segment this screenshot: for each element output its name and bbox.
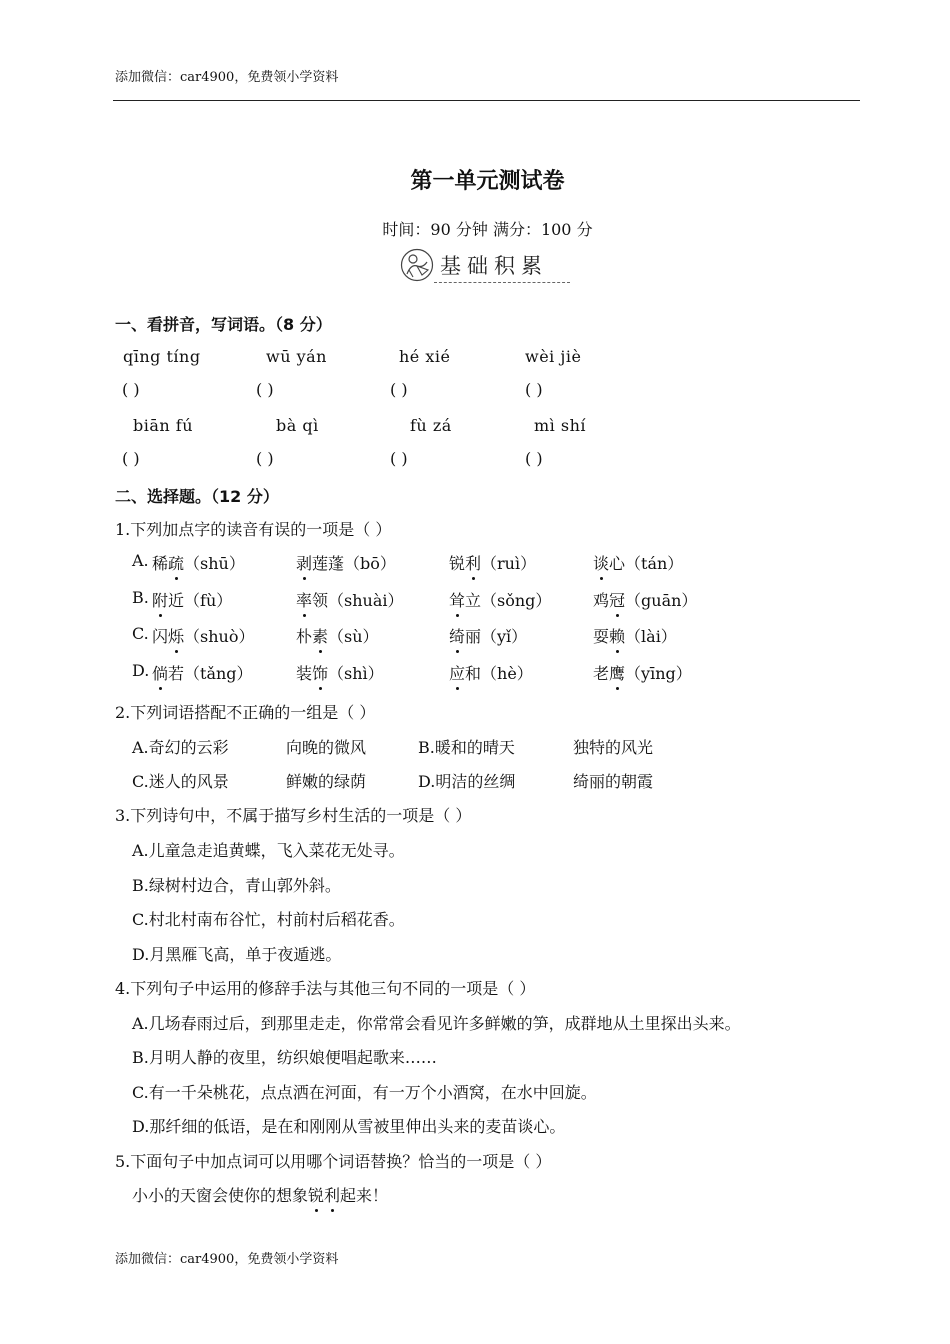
pinyin-8: mì shí	[534, 416, 587, 435]
q4-option-b[interactable]: B.月明人静的夜里，纺织娘便唱起歌来……	[132, 1048, 437, 1067]
badge-underline	[434, 282, 570, 283]
q4-option-d[interactable]: D.那纤细的低语，是在和刚刚从雪被里伸出头来的麦苗谈心。	[132, 1117, 566, 1136]
q1-option-word	[296, 588, 404, 611]
section1-heading: 一、看拼音，写词语。（8 分）	[115, 315, 332, 334]
pinyin-3: hé xié	[399, 347, 451, 366]
answer-blank-3[interactable]: ( )	[390, 380, 408, 399]
q1-option-word	[296, 551, 396, 574]
q3-option-d[interactable]: D.月黑雁飞高，单于夜遁逃。	[132, 945, 342, 964]
reading-child-icon	[400, 248, 434, 282]
dotted-char: 利	[465, 551, 481, 574]
q4-option-c[interactable]: C.有一千朵桃花，点点洒在河面，有一万个小酒窝，在水中回旋。	[132, 1083, 597, 1102]
page-title: 第一单元测试卷	[410, 169, 565, 194]
q1-option-label[interactable]: C.	[132, 624, 149, 643]
word-post: （shū）	[184, 554, 245, 573]
pinyin-6: bà qì	[276, 416, 319, 435]
q1-option-word	[449, 588, 551, 611]
dotted-char: 利	[324, 1183, 340, 1206]
q3-option-a[interactable]: A.儿童急走追黄蝶，飞入菜花无处寻。	[132, 841, 405, 860]
answer-blank-4[interactable]: ( )	[525, 380, 543, 399]
word-post: 若（tǎng）	[168, 664, 253, 683]
pinyin-4: wèi jiè	[525, 347, 582, 366]
word-pre: 稀	[152, 554, 169, 573]
answer-blank-7[interactable]: ( )	[390, 449, 408, 468]
q1-option-word	[593, 588, 697, 611]
dotted-char: 赖	[609, 624, 625, 647]
exam-info: 时间：90 分钟 满分：100 分	[382, 220, 593, 239]
q1-option-word	[449, 661, 533, 684]
word-post: （guān）	[625, 591, 698, 610]
pinyin-1: qīng tíng	[123, 347, 201, 366]
q2-option[interactable]: B.暖和的晴天	[418, 738, 515, 757]
q1-option-label[interactable]: B.	[132, 588, 149, 607]
page-header: 添加微信：car4900，免费领小学资料	[115, 70, 339, 85]
q5-sentence-pre: 小小的天窗会使你的想象	[132, 1186, 309, 1205]
q2-option[interactable]: D.明洁的丝绸	[418, 772, 516, 791]
word-post: 立（sǒng）	[465, 591, 552, 610]
q1-option-word	[296, 624, 379, 647]
word-post: （sù）	[328, 627, 379, 646]
q1-option-word	[593, 551, 683, 574]
q1-option-label[interactable]: D.	[132, 661, 150, 680]
q3-stem: 3.下列诗句中，不属于描写乡村生活的一项是（ ）	[115, 806, 472, 825]
q1-option-word	[152, 551, 245, 574]
q1-option-word	[152, 661, 253, 684]
pinyin-7: fù zá	[410, 416, 452, 435]
answer-blank-5[interactable]: ( )	[122, 449, 140, 468]
word-pre: 朴	[296, 627, 313, 646]
q1-option-word	[593, 661, 692, 684]
q5-stem: 5.下面句子中加点词可以用哪个词语替换？恰当的一项是（ ）	[115, 1152, 552, 1171]
answer-blank-6[interactable]: ( )	[256, 449, 274, 468]
dotted-char: 绮	[449, 624, 465, 647]
dotted-char: 素	[312, 624, 328, 647]
q2-option: 向晚的微风	[286, 738, 367, 757]
word-post: 莲蓬（bō）	[312, 554, 396, 573]
dotted-char: 鹰	[609, 661, 625, 684]
q1-stem: 1.下列加点字的读音有误的一项是（ ）	[115, 520, 392, 539]
word-pre: 闪	[152, 627, 169, 646]
q2-option[interactable]: C.迷人的风景	[132, 772, 229, 791]
dotted-char: 疏	[168, 551, 184, 574]
pinyin-2: wū yán	[266, 347, 327, 366]
q1-option-word	[593, 624, 677, 647]
q3-option-c[interactable]: C.村北村南布谷忙，村前村后稻花香。	[132, 910, 405, 929]
q1-option-word	[296, 661, 384, 684]
word-pre: 老	[593, 664, 610, 683]
word-post: （yīng）	[625, 664, 692, 683]
q1-option-label[interactable]: A.	[132, 551, 149, 570]
word-pre: 鸡	[593, 591, 610, 610]
word-post: 心（tán）	[609, 554, 684, 573]
word-pre: 装	[296, 664, 313, 683]
word-pre: 锐	[449, 554, 466, 573]
answer-blank-1[interactable]: ( )	[122, 380, 140, 399]
dotted-char: 倘	[152, 661, 168, 684]
header-divider	[113, 100, 860, 101]
dotted-char: 冠	[609, 588, 625, 611]
word-post: 丽（yǐ）	[465, 627, 528, 646]
badge-label: 基础积累	[440, 254, 548, 278]
word-pre: 耍	[593, 627, 610, 646]
q2-option: 绮丽的朝霞	[573, 772, 654, 791]
dotted-char: 应	[449, 661, 465, 684]
dotted-char: 耸	[449, 588, 465, 611]
q2-option[interactable]: A.奇幻的云彩	[132, 738, 229, 757]
word-post: （lài）	[625, 627, 677, 646]
dotted-char: 锐	[308, 1183, 324, 1206]
q2-option: 鲜嫩的绿荫	[286, 772, 367, 791]
q1-option-word	[449, 551, 536, 574]
answer-blank-2[interactable]: ( )	[256, 380, 274, 399]
q2-stem: 2.下列词语搭配不正确的一组是（ ）	[115, 703, 376, 722]
q5-sentence-post: 起来！	[340, 1186, 389, 1205]
dotted-char: 附	[152, 588, 168, 611]
pinyin-5: biān fú	[133, 416, 194, 435]
word-post: 领（shuài）	[312, 591, 404, 610]
q4-stem: 4.下列句子中运用的修辞手法与其他三句不同的一项是（ ）	[115, 979, 536, 998]
dotted-char: 烁	[168, 624, 184, 647]
word-post: 和（hè）	[465, 664, 533, 683]
q1-option-word	[152, 588, 232, 611]
q2-option: 独特的风光	[573, 738, 654, 757]
dotted-char: 率	[296, 588, 312, 611]
dotted-char: 谈	[593, 551, 609, 574]
word-post: （shì）	[328, 664, 384, 683]
page-footer: 添加微信：car4900，免费领小学资料	[115, 1252, 339, 1267]
section2-heading: 二、选择题。（12 分）	[115, 487, 279, 506]
word-post: （shuò）	[184, 627, 255, 646]
q4-option-a[interactable]: A.几场春雨过后，到那里走走，你常常会看见许多鲜嫩的笋，成群地从土里探出头来。	[132, 1014, 741, 1033]
dotted-char: 剥	[296, 551, 312, 574]
q1-option-word	[449, 624, 527, 647]
q5-sentence	[132, 1183, 388, 1206]
dotted-char: 饰	[312, 661, 328, 684]
word-post: （ruì）	[481, 554, 537, 573]
word-post: 近（fù）	[168, 591, 233, 610]
q1-option-word	[152, 624, 255, 647]
answer-blank-8[interactable]: ( )	[525, 449, 543, 468]
q3-option-b[interactable]: B.绿树村边合，青山郭外斜。	[132, 876, 341, 895]
